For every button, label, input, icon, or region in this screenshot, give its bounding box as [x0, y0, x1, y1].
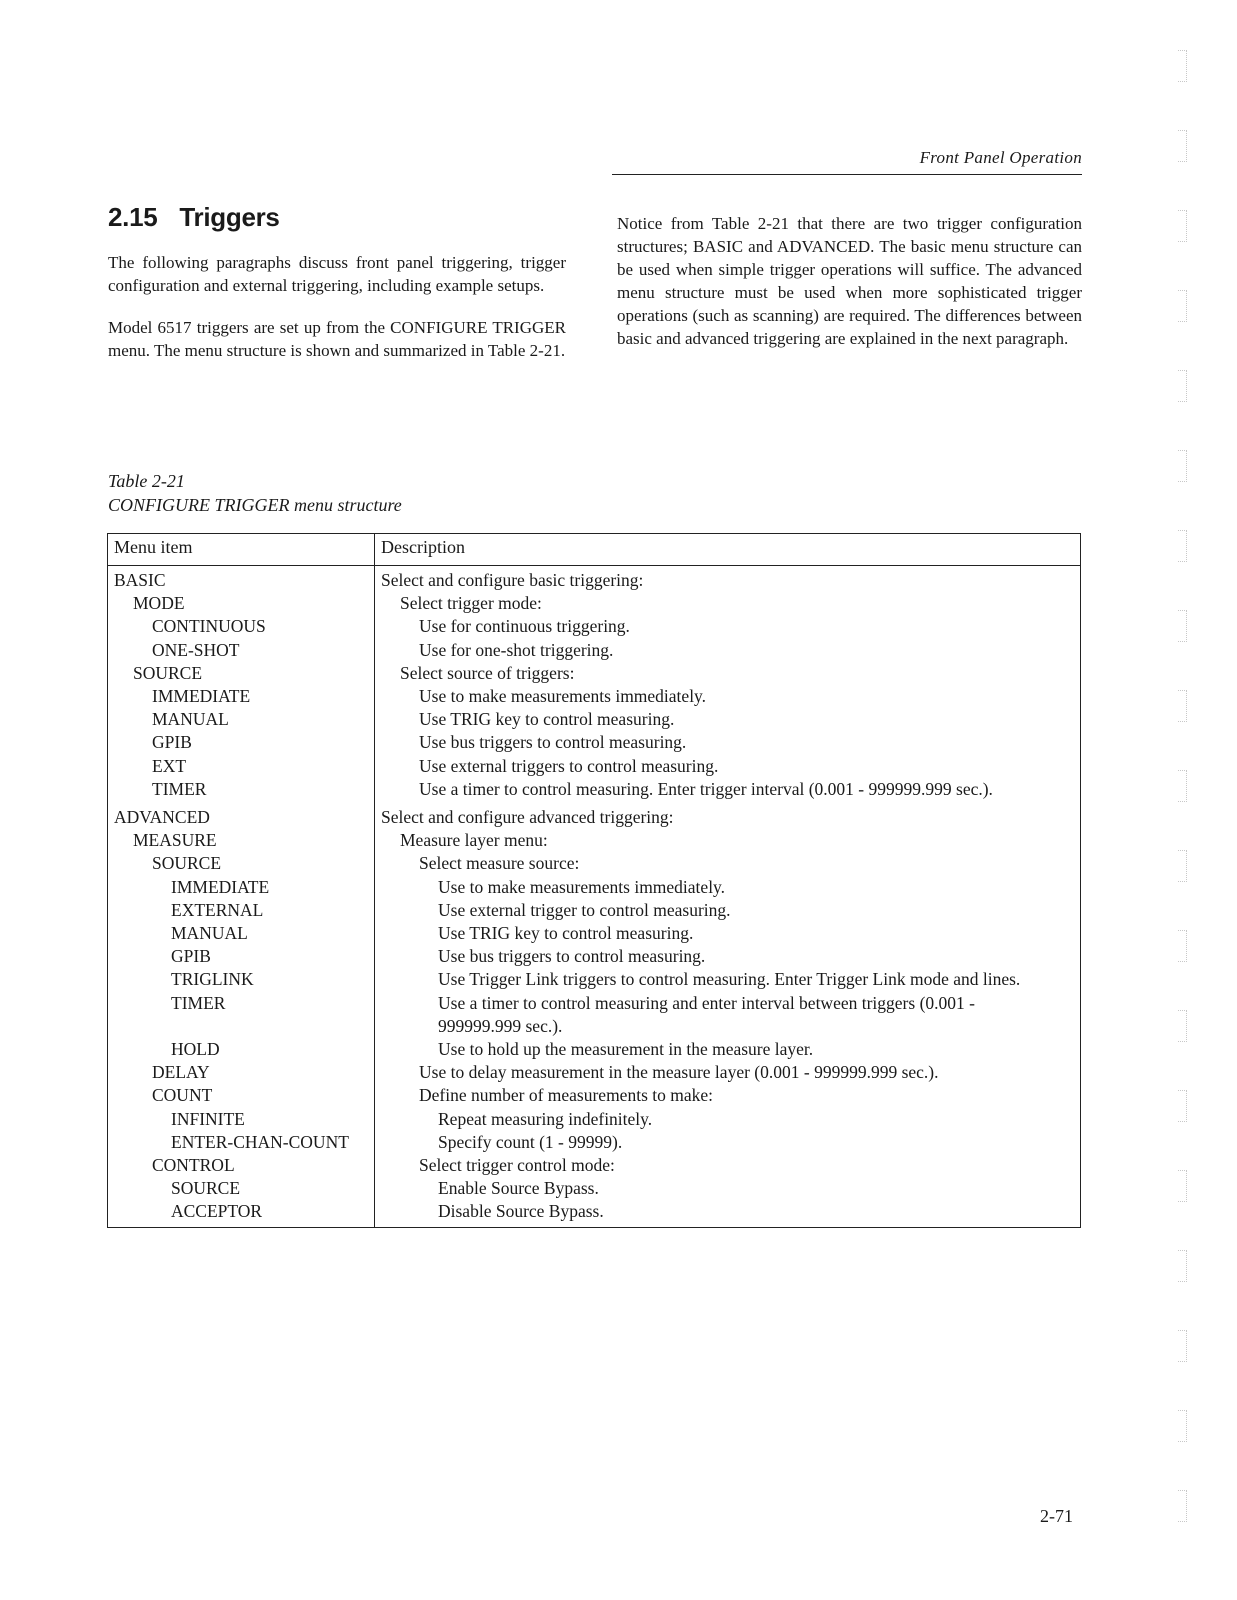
menu-item: EXTERNAL — [171, 899, 264, 920]
table-row — [108, 829, 1081, 852]
column-header-description: Description — [375, 534, 1081, 566]
item-description: Use to make measurements immediately. — [438, 876, 726, 897]
item-description: Repeat measuring indefinitely. — [438, 1108, 653, 1129]
table-row — [108, 685, 1081, 708]
menu-item: ADVANCED — [114, 807, 210, 828]
table-row — [108, 778, 1081, 801]
item-description: Use bus triggers to control measuring. — [438, 946, 706, 967]
table-row — [108, 1038, 1081, 1061]
table-row — [108, 1177, 1081, 1200]
menu-item: MEASURE — [133, 830, 217, 851]
menu-item: SOURCE — [152, 853, 222, 874]
item-description: Use external triggers to control measuring. — [419, 755, 719, 776]
table-row — [108, 852, 1081, 875]
menu-item: ONE-SHOT — [152, 639, 240, 660]
paragraph: The following paragraphs discuss front panel triggering, trigger configuration and external triggering, including example setups. — [108, 253, 566, 295]
item-description: Use to delay measurement in the measure layer (0.001 - 999999.999 sec.). — [419, 1062, 939, 1083]
menu-item: SOURCE — [133, 662, 203, 683]
table-row — [108, 801, 1081, 829]
running-header: Front Panel Operation — [612, 148, 1082, 175]
menu-item: DELAY — [152, 1062, 210, 1083]
menu-item: IMMEDIATE — [171, 876, 270, 897]
item-description: Use Trigger Link triggers to control measuring. Enter Trigger Link mode and lines. — [438, 969, 1021, 990]
table-row — [108, 755, 1081, 778]
table-row — [108, 992, 1081, 1038]
menu-item: ACCEPTOR — [171, 1201, 263, 1222]
binding-hole-marks — [1178, 40, 1196, 1540]
table-row — [108, 1200, 1081, 1227]
right-column — [617, 212, 1082, 369]
table-row — [108, 639, 1081, 662]
menu-item: MANUAL — [152, 709, 229, 730]
menu-item: BASIC — [114, 570, 166, 590]
menu-item: TIMER — [171, 992, 226, 1013]
menu-item: SOURCE — [171, 1178, 241, 1199]
item-description: Use TRIG key to control measuring. — [438, 923, 694, 944]
table-row — [108, 708, 1081, 731]
table-row — [108, 662, 1081, 685]
table-title: CONFIGURE TRIGGER menu structure — [108, 495, 402, 515]
table-row — [108, 945, 1081, 968]
menu-item: MANUAL — [171, 923, 248, 944]
item-description: Use for one-shot triggering. — [419, 639, 614, 660]
table-row — [108, 615, 1081, 638]
table-row — [108, 566, 1081, 593]
item-description: Define number of measurements to make: — [419, 1085, 713, 1106]
item-description: Measure layer menu: — [400, 830, 548, 851]
menu-item: INFINITE — [171, 1108, 245, 1129]
item-description: Use TRIG key to control measuring. — [419, 709, 675, 730]
table-row — [108, 876, 1081, 899]
item-description: Use to make measurements immediately. — [419, 686, 707, 707]
item-description: Use to hold up the measurement in the measure layer. — [438, 1039, 814, 1060]
menu-item: TRIGLINK — [171, 969, 254, 990]
item-description: Select source of triggers: — [400, 662, 575, 683]
item-description: Use for continuous triggering. — [419, 616, 630, 637]
table-row — [108, 922, 1081, 945]
item-description: Use bus triggers to control measuring. — [419, 732, 687, 753]
menu-item: CONTINUOUS — [152, 616, 266, 637]
section-number: 2.15 — [108, 202, 158, 232]
table-caption — [108, 469, 402, 517]
table-row — [108, 1084, 1081, 1107]
item-description: Use external trigger to control measuring. — [438, 899, 731, 920]
item-description: Use a timer to control measuring and enter interval between triggers (0.001 - 999999.999 sec.). — [438, 992, 975, 1036]
item-description: Select trigger control mode: — [419, 1155, 615, 1176]
menu-item: CONTROL — [152, 1155, 235, 1176]
menu-item: TIMER — [152, 778, 207, 799]
item-description: Disable Source Bypass. — [438, 1201, 604, 1222]
section-heading: Triggers — [179, 202, 280, 232]
menu-structure-table — [107, 533, 1081, 1228]
menu-item: GPIB — [152, 732, 192, 753]
left-column — [108, 251, 566, 381]
table-row — [108, 899, 1081, 922]
menu-item: MODE — [133, 593, 185, 614]
table-row — [108, 1061, 1081, 1084]
menu-item: ENTER-CHAN-COUNT — [171, 1131, 349, 1152]
menu-item: EXT — [152, 755, 187, 776]
item-description: Select trigger mode: — [400, 593, 542, 614]
item-description: Select and configure basic triggering: — [381, 570, 644, 590]
table-label: Table 2-21 — [108, 471, 185, 491]
table-row — [108, 1131, 1081, 1154]
table-row — [108, 592, 1081, 615]
table-row — [108, 1154, 1081, 1177]
section-title — [108, 202, 280, 233]
column-header-menu-item: Menu item — [108, 534, 375, 566]
item-description: Select measure source: — [419, 853, 580, 874]
menu-item: GPIB — [171, 946, 211, 967]
item-description: Specify count (1 - 99999). — [438, 1131, 623, 1152]
table-row — [108, 731, 1081, 754]
paragraph: Model 6517 triggers are set up from the CONFIGURE TRIGGER menu. The menu structure is shown and summarized in Table 2-21. — [108, 318, 566, 360]
menu-item: COUNT — [152, 1085, 213, 1106]
paragraph: Notice from Table 2-21 that there are two trigger configuration structures; BASIC and ADVANCED. The basic menu structure can be used when simple trigger operations will suffice. The advanced menu structure must be used when more sophisticated trigger operations (such as scanning) are required. The differences between basic and advanced triggering are explained in the next paragraph. — [617, 214, 1082, 348]
item-description: Enable Source Bypass. — [438, 1178, 599, 1199]
table-row — [108, 968, 1081, 991]
item-description: Select and configure advanced triggering: — [381, 807, 674, 828]
table-header-row — [108, 534, 1081, 566]
item-description: Use a timer to control measuring. Enter trigger interval (0.001 - 999999.999 sec.). — [419, 778, 993, 799]
page-number: 2-71 — [1040, 1506, 1073, 1526]
menu-item: IMMEDIATE — [152, 686, 251, 707]
menu-item: HOLD — [171, 1039, 220, 1060]
table-row — [108, 1108, 1081, 1131]
